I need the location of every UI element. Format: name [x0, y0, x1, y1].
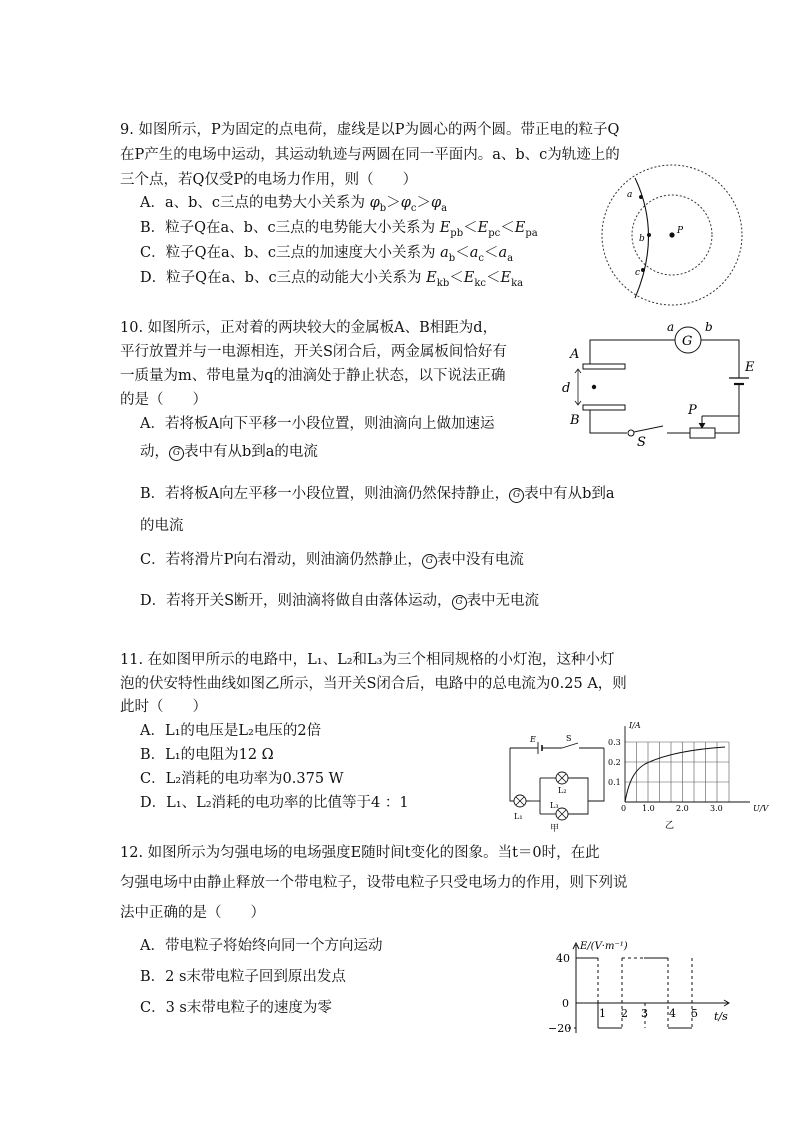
q12-ytick-40: 40	[556, 952, 570, 965]
galvanometer-icon: G	[452, 595, 467, 610]
q9-label-b: b	[639, 234, 645, 244]
q10-option-a-line2: 动， G 表中有从b到a的电流	[140, 444, 318, 460]
q12-option-b: B．2 s末带电粒子回到原出发点	[140, 969, 346, 985]
q10-fig-b: b	[705, 320, 713, 334]
q10-fig-e: E	[745, 360, 755, 375]
q11-stem-line3: 此时（ ）	[120, 699, 207, 715]
q10-stem-line2: 平行放置并与一电源相连，开关S闭合后，两金属板间恰好有	[120, 344, 507, 360]
q10-stem-line1: 10. 如图所示，正对着的两块较大的金属板A、B相距为d，	[120, 320, 498, 336]
q10-option-b-line1: B．若将板A向左平移一小段位置，则油滴仍然保持静止， G 表中有从b到a	[140, 486, 615, 502]
galvanometer-icon: G	[509, 488, 524, 503]
q11-stem-line2: 泡的伏安特性曲线如图乙所示，当开关S闭合后，电路中的总电流为0.25 A，则	[120, 676, 627, 692]
q12-xtick-2: 2	[621, 1007, 628, 1020]
q9-label-p: P	[677, 226, 684, 236]
q10-option-b-line2: 的电流	[140, 518, 184, 534]
q12-xtick-4: 4	[669, 1007, 676, 1020]
q10-circuit-figure	[555, 318, 765, 448]
q9-option-c: C．粒子Q在a、b、c三点的加速度大小关系为 $a_b<a_c<a_a$	[140, 245, 514, 264]
q11-xtick-3: 3.0	[710, 804, 723, 813]
q12-xtick-1: 1	[599, 1007, 606, 1020]
q11-fig-e: E	[530, 735, 536, 744]
q12-stem-line3: 法中正确的是（ ）	[120, 905, 265, 921]
q9-option-b: B．粒子Q在a、b、c三点的电势能大小关系为 $E_{pb}<E_{pc}<E_{pa}$	[140, 220, 538, 239]
galvanometer-icon: G	[422, 554, 437, 569]
q12-xtick-3: 3	[641, 1007, 648, 1020]
q10-fig-p: P	[688, 403, 697, 418]
q12-stem-line2: 匀强电场中由静止释放一个带电粒子，设带电粒子只受电场力的作用，则下列说	[120, 875, 628, 891]
q9-stem-line2: 在P产生的电场中运动，其运动轨迹与两圆在同一平面内。a、b、c为轨迹上的	[120, 147, 620, 163]
q11-option-b: B．L₁的电阻为12 Ω	[140, 747, 274, 763]
q10-fig-plate-a: A	[570, 347, 580, 362]
q11-fig-xlabel: U/V	[753, 804, 769, 813]
q9-label-a: a	[627, 190, 633, 200]
q10-fig-a: a	[667, 320, 675, 334]
q10-option-d: D．若将开关S断开，则油滴将做自由落体运动， G 表中无电流	[140, 593, 540, 609]
q11-xtick-0: 0	[621, 804, 627, 813]
q11-option-d: D．L₁、L₂消耗的电功率的比值等于4 ：1	[140, 795, 409, 811]
q11-stem-line1: 11. 在如图甲所示的电路中，L₁、L₂和L₃为三个相同规格的小灯泡，这种小灯	[120, 652, 615, 668]
q9-label-c: c	[635, 268, 641, 278]
q10-option-c: C．若将滑片P向右滑动，则油滴仍然静止， G 表中没有电流	[140, 552, 524, 568]
q11-fig-ylabel: I/A	[629, 721, 641, 730]
q12-ytick-neg20: −20	[548, 1022, 572, 1035]
q11-fig-l1: L₁	[514, 812, 523, 821]
q11-fig-caption-jia: 甲	[550, 824, 560, 834]
q11-option-a: A．L₁的电压是L₂电压的2倍	[140, 723, 322, 739]
q12-option-c: C．3 s末带电粒子的速度为零	[140, 1000, 332, 1016]
q11-ytick-01: 0.1	[608, 778, 621, 787]
q11-option-c: C．L₂消耗的电功率为0.375 W	[140, 771, 344, 787]
q10-fig-g: G	[682, 334, 693, 349]
q11-ytick-02: 0.2	[608, 758, 621, 767]
q9-figure	[590, 180, 760, 300]
galvanometer-icon: G	[169, 446, 184, 461]
q10-option-a-line1: A．若将板A向下平移一小段位置，则油滴向上做加速运	[140, 416, 495, 432]
q11-circuit-jia	[500, 734, 610, 834]
q11-xtick-1: 1.0	[642, 804, 655, 813]
q9-stem-line3: 三个点，若Q仅受P的电场力作用，则（ ）	[120, 172, 418, 188]
q10-stem-line4: 的是（ ）	[120, 392, 207, 408]
q11-fig-s: S	[566, 734, 572, 743]
q10-fig-d: d	[562, 381, 571, 396]
q11-iv-curve-yi	[605, 720, 780, 832]
q11-fig-l3: L₃	[550, 801, 559, 810]
q12-ytick-0: 0	[562, 997, 569, 1010]
q11-fig-l2: L₂	[558, 786, 567, 795]
q12-fig-xlabel: t/s	[714, 1010, 728, 1023]
q12-stem-line1: 12. 如图所示为匀强电场的电场强度E随时间t变化的图象。当t＝0时，在此	[120, 845, 600, 861]
q9-option-d: D．粒子Q在a、b、c三点的动能大小关系为 $E_{kb}<E_{kc}<E_{ka}$	[140, 270, 524, 289]
q12-option-a: A．带电粒子将始终向同一个方向运动	[140, 938, 383, 954]
q10-fig-plate-b: B	[570, 413, 580, 428]
q10-stem-line3: 一质量为m、带电量为q的油滴处于静止状态，以下说法正确	[120, 368, 506, 384]
q12-fig-ylabel: E/(V·m⁻¹)	[580, 941, 628, 952]
q9-stem-line1: 9. 如图所示，P为固定的点电荷，虚线是以P为圆心的两个圆。带正电的粒子Q	[120, 122, 620, 138]
q11-ytick-03: 0.3	[608, 738, 621, 747]
q12-e-t-graph	[548, 935, 738, 1035]
q10-fig-s: S	[637, 435, 646, 450]
q11-xtick-2: 2.0	[676, 804, 689, 813]
q11-fig-caption-yi: 乙	[665, 821, 675, 831]
q9-option-a: A．a、b、c三点的电势大小关系为 $\varphi_b>\varphi_c>\varphi_a$	[140, 195, 448, 214]
q12-xtick-5: 5	[691, 1007, 698, 1020]
